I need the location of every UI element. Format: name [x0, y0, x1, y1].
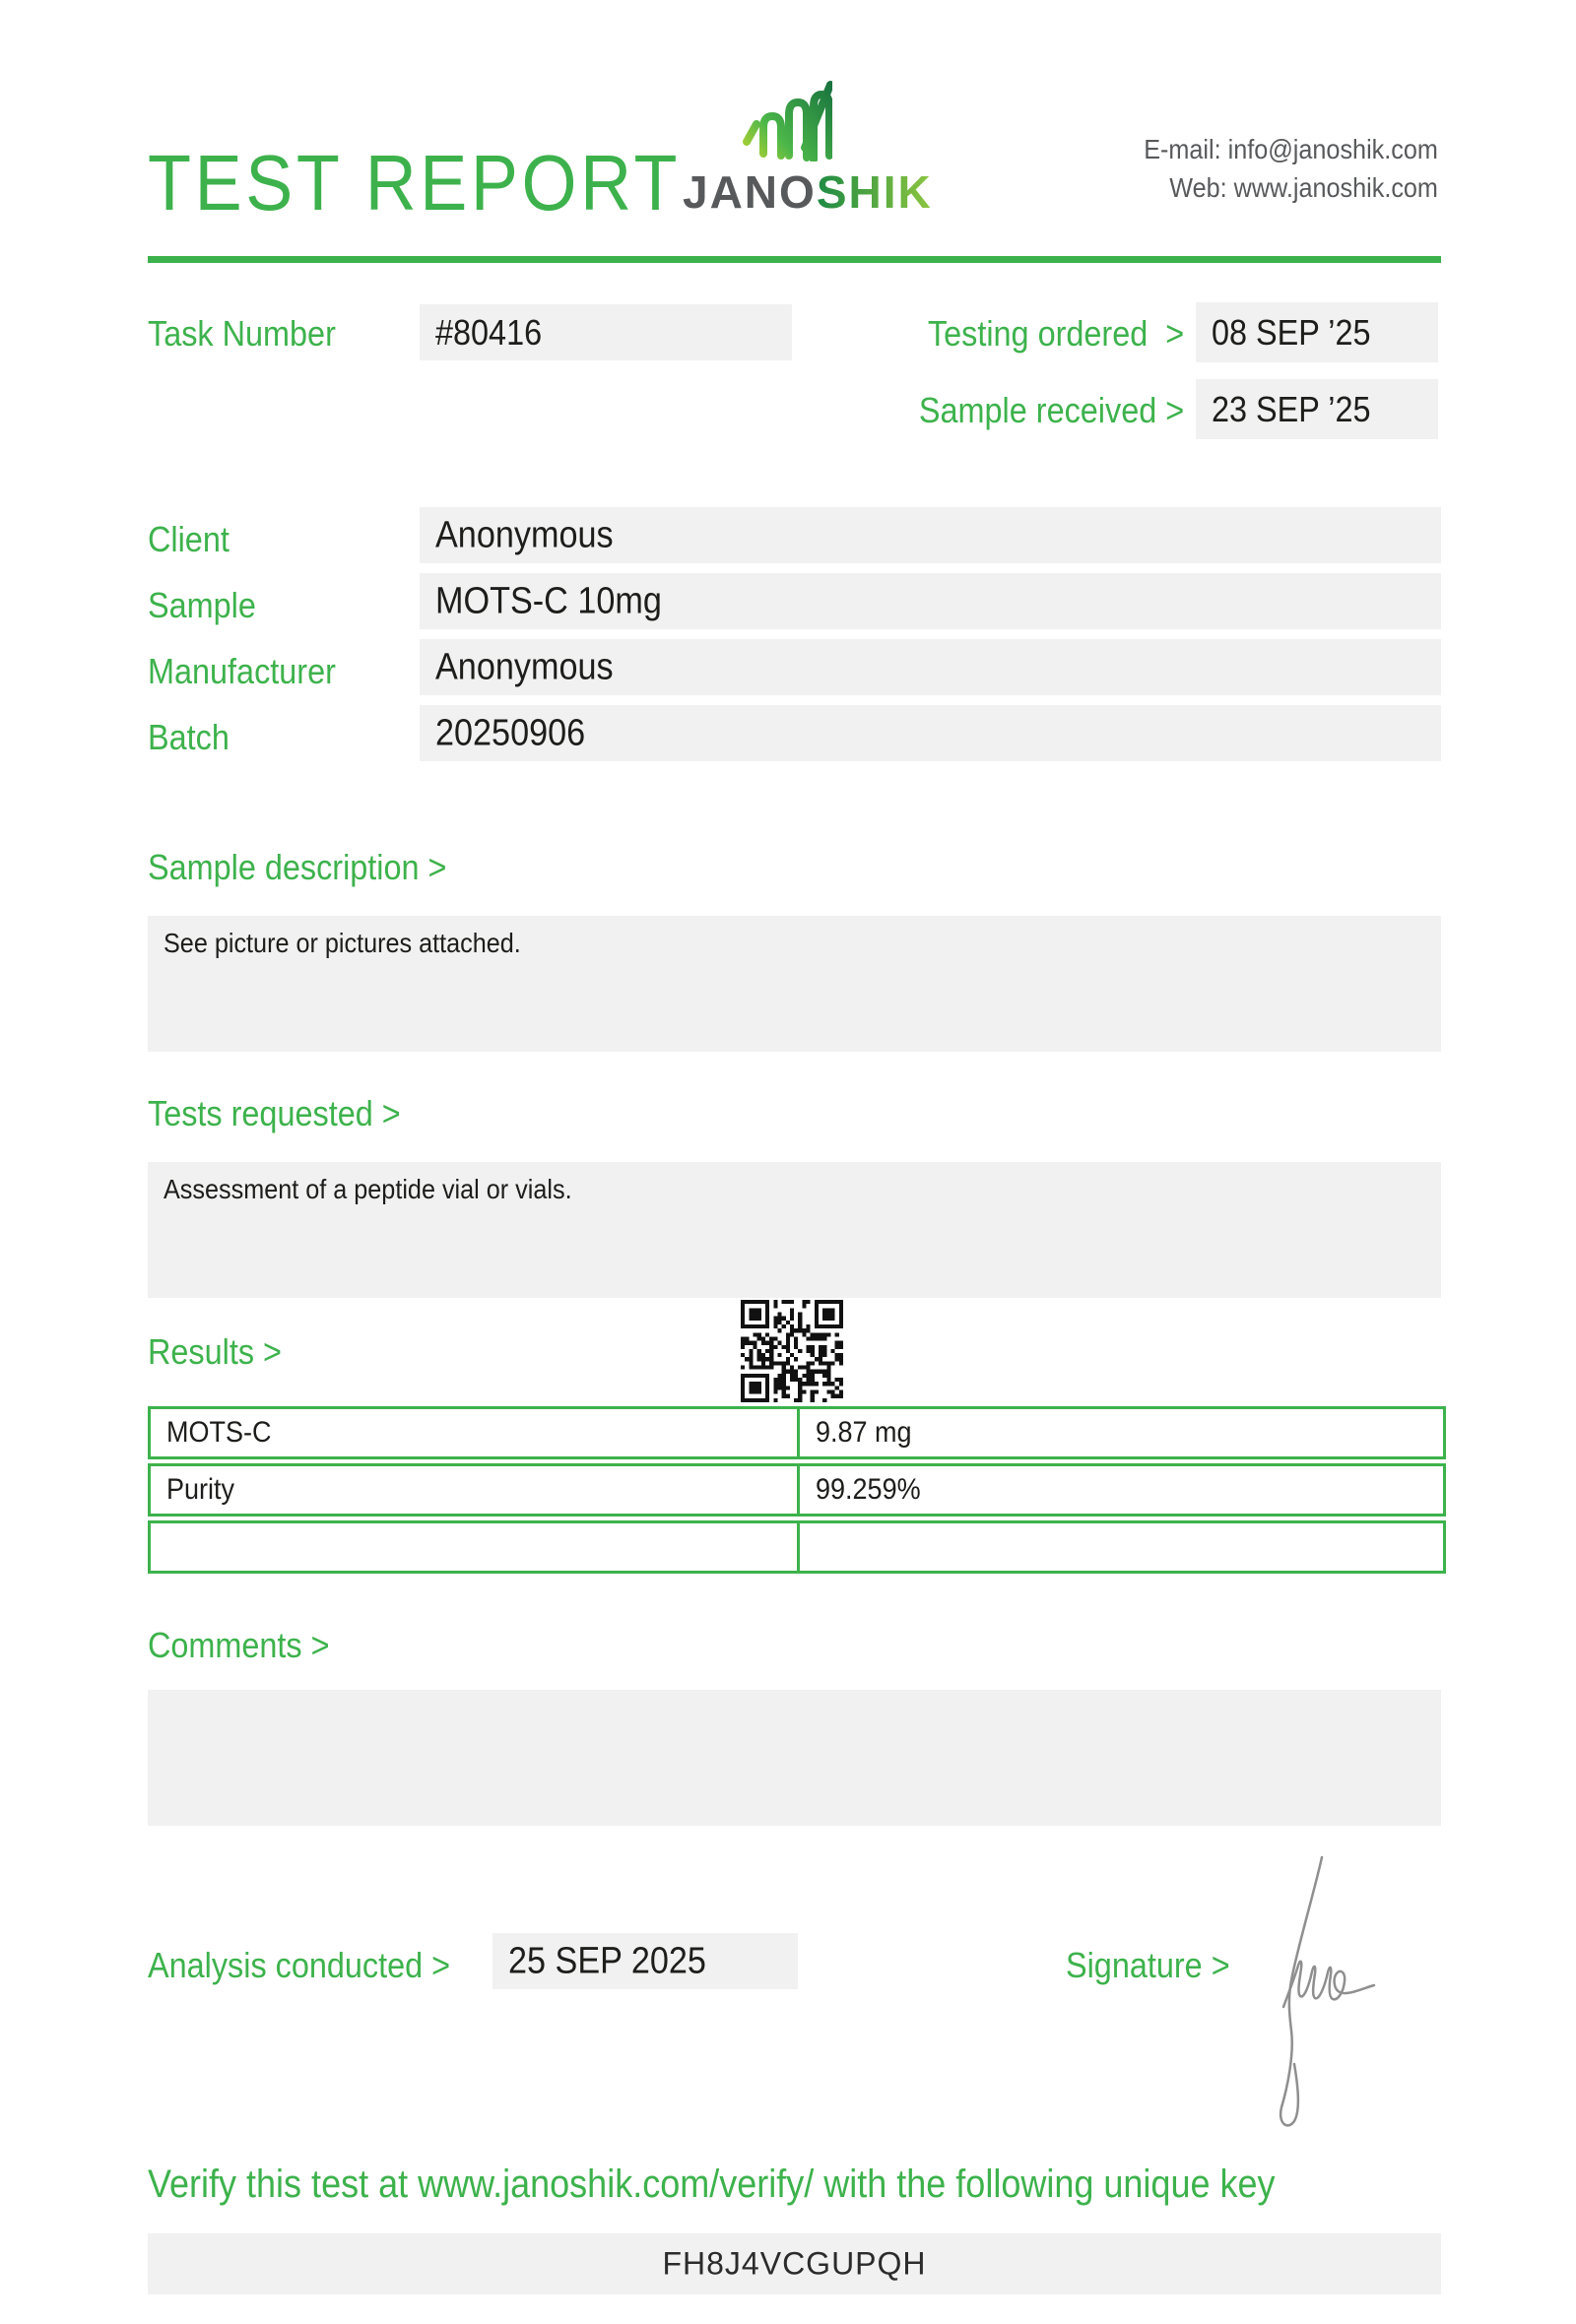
sample-description-heading: Sample description > [148, 847, 447, 887]
analysis-date-value: 25 SEP 2025 [508, 1940, 706, 1981]
testing-ordered-date: 08 SEP ’25 [1212, 311, 1371, 353]
logo-chart-icon [742, 77, 832, 161]
comments-heading: Comments > [148, 1625, 330, 1665]
testing-ordered-box [1196, 302, 1438, 362]
header-divider [148, 256, 1441, 263]
tests-requested-box [148, 1162, 1441, 1298]
comments-box [148, 1690, 1441, 1826]
results-row-2-name-cell: Purity [151, 1466, 800, 1514]
task-number-label: Task Number [148, 313, 336, 354]
manufacturer-label: Manufacturer [148, 651, 336, 691]
sample-label: Sample [148, 585, 256, 625]
analysis-conducted-label: Analysis conducted > [148, 1945, 451, 1985]
results-row-3-value-cell [800, 1523, 1443, 1571]
page-title: TEST REPORT [148, 139, 682, 226]
manufacturer-value: Anonymous [435, 646, 614, 687]
contact-email: E-mail: info@janoshik.com [1144, 134, 1438, 164]
sample-value: MOTS-C 10mg [435, 580, 662, 621]
results-row-1 [148, 1406, 1446, 1459]
sample-received-box [1196, 379, 1438, 439]
sample-description-box [148, 916, 1441, 1052]
task-number-box [420, 304, 792, 360]
verify-key-value: FH8J4VCGUPQH [662, 2245, 927, 2282]
logo-wordmark [683, 165, 933, 219]
task-number-value: #80416 [435, 311, 543, 353]
sample-received-label: Sample received > [918, 390, 1184, 430]
tests-requested-heading: Tests requested > [148, 1093, 401, 1133]
analysis-date-box [492, 1933, 798, 1989]
testing-ordered-label: Testing ordered > [927, 313, 1184, 354]
results-row-2-value-cell: 99.259% [816, 1473, 921, 1506]
manufacturer-box [420, 639, 1441, 695]
results-row-1-value-cell: 9.87 mg [816, 1416, 912, 1449]
verify-key-box [148, 2233, 1441, 2294]
results-row-3-name-cell [151, 1523, 800, 1571]
tests-requested-text: Assessment of a peptide vial or vials. [164, 1174, 572, 1204]
results-heading: Results > [148, 1331, 282, 1372]
client-label: Client [148, 519, 230, 559]
contact-block [1111, 130, 1438, 207]
contact-web: Web: www.janoshik.com [1169, 172, 1438, 203]
batch-box [420, 705, 1441, 761]
qr-code [741, 1300, 843, 1402]
results-row-1-name-cell: MOTS-C [151, 1409, 800, 1456]
client-box [420, 507, 1441, 563]
batch-label: Batch [148, 717, 230, 757]
sample-description-text: See picture or pictures attached. [164, 928, 521, 958]
results-row-3 [148, 1520, 1446, 1574]
client-value: Anonymous [435, 514, 614, 555]
sample-box [420, 573, 1441, 629]
batch-value: 20250906 [435, 712, 586, 753]
results-row-2 [148, 1463, 1446, 1517]
logo-text-shik: SHIK [816, 166, 933, 218]
signature-scribble [1266, 1847, 1389, 2135]
sample-received-date: 23 SEP ’25 [1212, 388, 1371, 429]
logo-text-jano: JANO [683, 166, 817, 218]
verify-instruction: Verify this test at www.janoshik.com/verify/ with the following unique key [148, 2163, 1276, 2206]
signature-label: Signature > [1066, 1945, 1230, 1985]
